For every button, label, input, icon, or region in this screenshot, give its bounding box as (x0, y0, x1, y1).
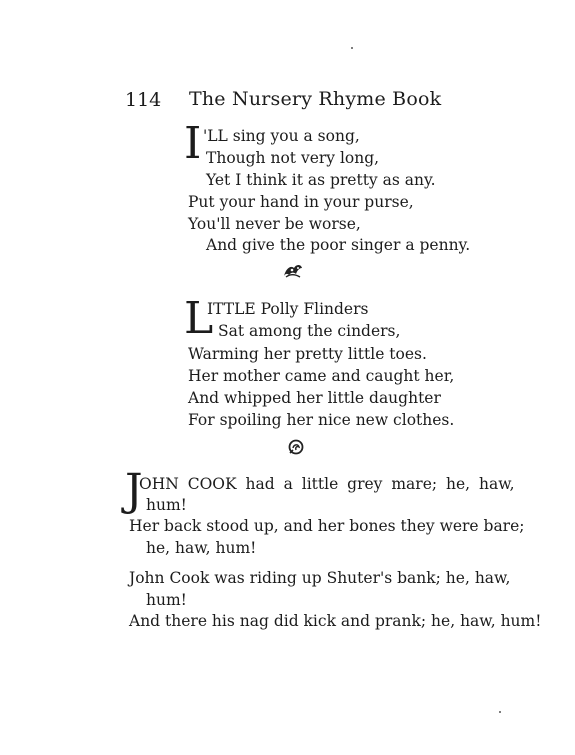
poem1-line-2: Though not very long, (206, 149, 380, 167)
poem3-drop-cap: J (125, 465, 143, 516)
poem2-line-4: Her mother came and caught her, (188, 367, 455, 385)
paper-speck (499, 711, 501, 713)
flower-ornament-icon (287, 438, 305, 460)
poem3-line-3: Her back stood up, and her bones they were bare; (129, 517, 525, 535)
poem2-line-2: Sat among the cinders, (218, 322, 401, 340)
poem1-line-5: You'll never be worse, (188, 215, 361, 233)
poem3-line-7: And there his nag did kick and prank; he, haw, hum! (129, 612, 542, 630)
poem1-line-4: Put your hand in your purse, (188, 193, 414, 211)
poem1-drop-cap: I (184, 118, 202, 169)
poem3-line-1: OHN COOK had a little grey mare; he, haw, (139, 475, 515, 493)
poem2-line-3: Warming her pretty little toes. (188, 345, 427, 363)
poem3-line-2: hum! (146, 496, 187, 514)
poem2-line-1: ITTLE Polly Flinders (207, 300, 369, 318)
running-head-title: The Nursery Rhyme Book (189, 88, 442, 110)
poem3-line-5: John Cook was riding up Shuter's bank; he, haw, (129, 569, 511, 587)
poem2-drop-cap: L (184, 293, 214, 344)
poem1-line-1: 'LL sing you a song, (203, 127, 360, 145)
poem1-line-3: Yet I think it as pretty as any. (206, 171, 436, 189)
poem2-line-5: And whipped her little daughter (188, 389, 441, 407)
poem3-line-4: he, haw, hum! (146, 539, 257, 557)
poem3-line-6: hum! (146, 591, 187, 609)
leaf-ornament-icon (282, 262, 304, 284)
paper-speck (351, 47, 353, 49)
poem2-line-6: For spoiling her nice new clothes. (188, 411, 455, 429)
poem1-line-6: And give the poor singer a penny. (206, 236, 471, 254)
page-number: 114 (125, 89, 162, 111)
